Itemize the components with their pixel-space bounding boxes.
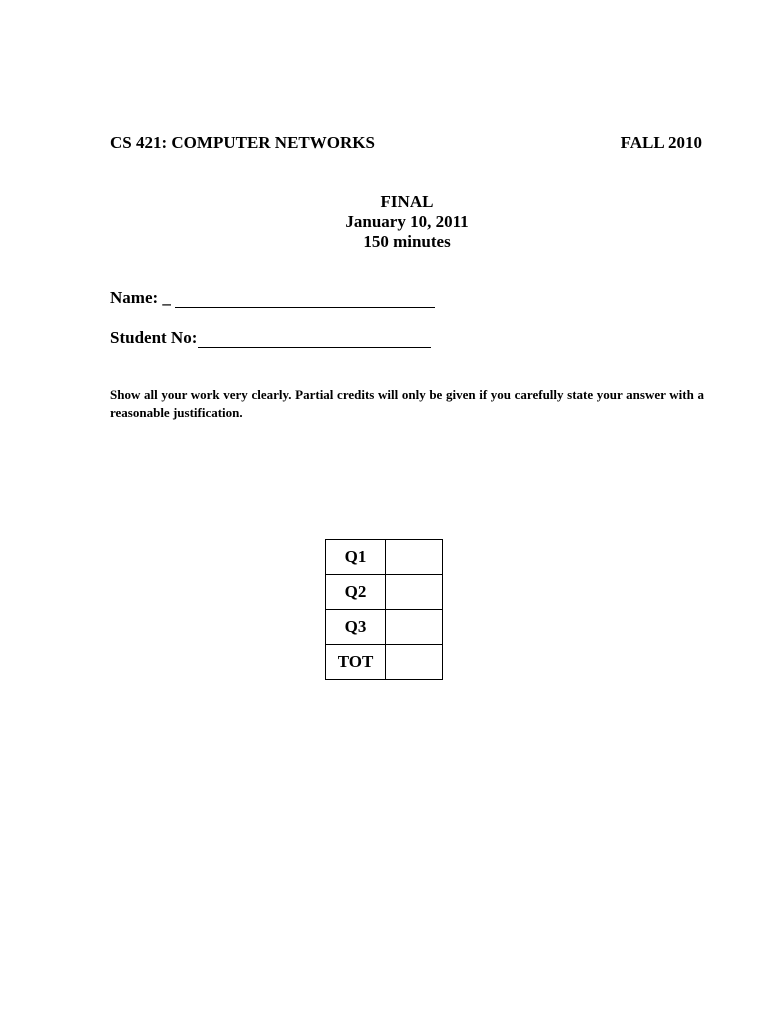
score-cell[interactable] <box>386 540 443 575</box>
term-label: FALL 2010 <box>620 133 702 152</box>
question-label: Q3 <box>326 610 386 645</box>
student-number-field <box>110 328 431 348</box>
student-number-label: Student No: <box>110 328 198 347</box>
exam-type: FINAL <box>380 192 434 211</box>
instructions-text: Show all your work very clearly. Partial credits will only be given if you carefully state your answer with a reasonable justification. <box>110 387 704 420</box>
student-number-blank-line[interactable] <box>198 331 431 348</box>
exam-date: January 10, 2011 <box>345 212 469 231</box>
question-label: Q1 <box>326 540 386 575</box>
exam-duration: 150 minutes <box>363 232 451 251</box>
total-score-cell[interactable] <box>386 645 443 680</box>
table-row <box>326 610 443 645</box>
table-row <box>326 575 443 610</box>
table-row <box>326 645 443 680</box>
exam-info <box>0 192 768 252</box>
question-label: Q2 <box>326 575 386 610</box>
total-label: TOT <box>326 645 386 680</box>
course-title: CS 421: COMPUTER NETWORKS <box>110 133 375 152</box>
score-cell[interactable] <box>386 610 443 645</box>
name-field <box>110 288 435 308</box>
score-table <box>325 539 443 680</box>
name-blank-line[interactable] <box>175 291 435 308</box>
score-cell[interactable] <box>386 575 443 610</box>
name-label: Name: _ <box>110 288 171 307</box>
table-row <box>326 540 443 575</box>
